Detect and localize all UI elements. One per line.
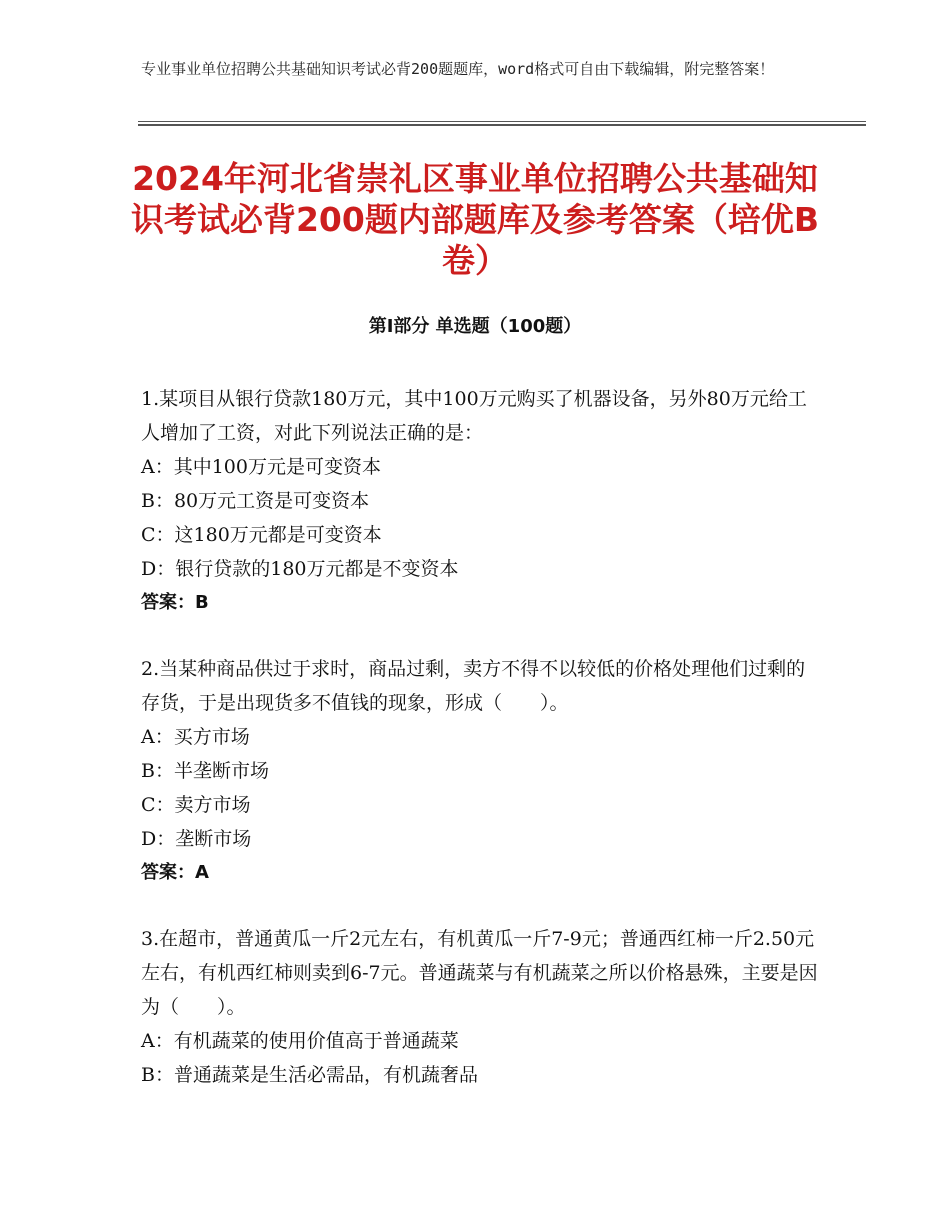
option-c: C：卖方市场	[141, 794, 251, 816]
answer: 答案：B	[141, 592, 209, 613]
header-divider-thick	[138, 124, 866, 126]
question-stem: 2.当某种商品供过于求时，商品过剩，卖方不得不以较低的价格处理他们过剩的存货，于是出现货多不值钱的现象，形成（ ）。	[141, 658, 806, 714]
answer: 答案：A	[141, 862, 209, 883]
header-note: 专业事业单位招聘公共基础知识考试必背200题题库，word格式可自由下载编辑，附完整答案！	[141, 60, 775, 78]
option-a: A：买方市场	[141, 726, 250, 748]
question-2	[141, 652, 821, 890]
option-b: B：普通蔬菜是生活必需品，有机蔬奢品	[141, 1064, 478, 1086]
option-b: B：80万元工资是可变资本	[141, 490, 370, 512]
option-a: A：其中100万元是可变资本	[141, 456, 381, 478]
question-stem: 1.某项目从银行贷款180万元，其中100万元购买了机器设备，另外80万元给工人增加了工资，对此下列说法正确的是：	[141, 388, 807, 444]
question-stem: 3.在超市，普通黄瓜一斤2元左右，有机黄瓜一斤7-9元；普通西红柿一斤2.50元左右，有机西红柿则卖到6-7元。普通蔬菜与有机蔬菜之所以价格悬殊，主要是因为（ ）。	[141, 928, 818, 1018]
option-c: C：这180万元都是可变资本	[141, 524, 382, 546]
question-3	[141, 922, 821, 1092]
document-title: 2024年河北省崇礼区事业单位招聘公共基础知识考试必背200题内部题库及参考答案（培优B卷）	[130, 159, 820, 280]
section-title: 第Ⅰ部分 单选题（100题）	[368, 316, 582, 337]
option-a: A：有机蔬菜的使用价值高于普通蔬菜	[141, 1030, 459, 1052]
question-list	[141, 382, 821, 1124]
option-b: B：半垄断市场	[141, 760, 269, 782]
header-divider-thin	[138, 121, 866, 122]
option-d: D：银行贷款的180万元都是不变资本	[141, 558, 459, 580]
option-d: D：垄断市场	[141, 828, 252, 850]
question-1	[141, 382, 821, 620]
